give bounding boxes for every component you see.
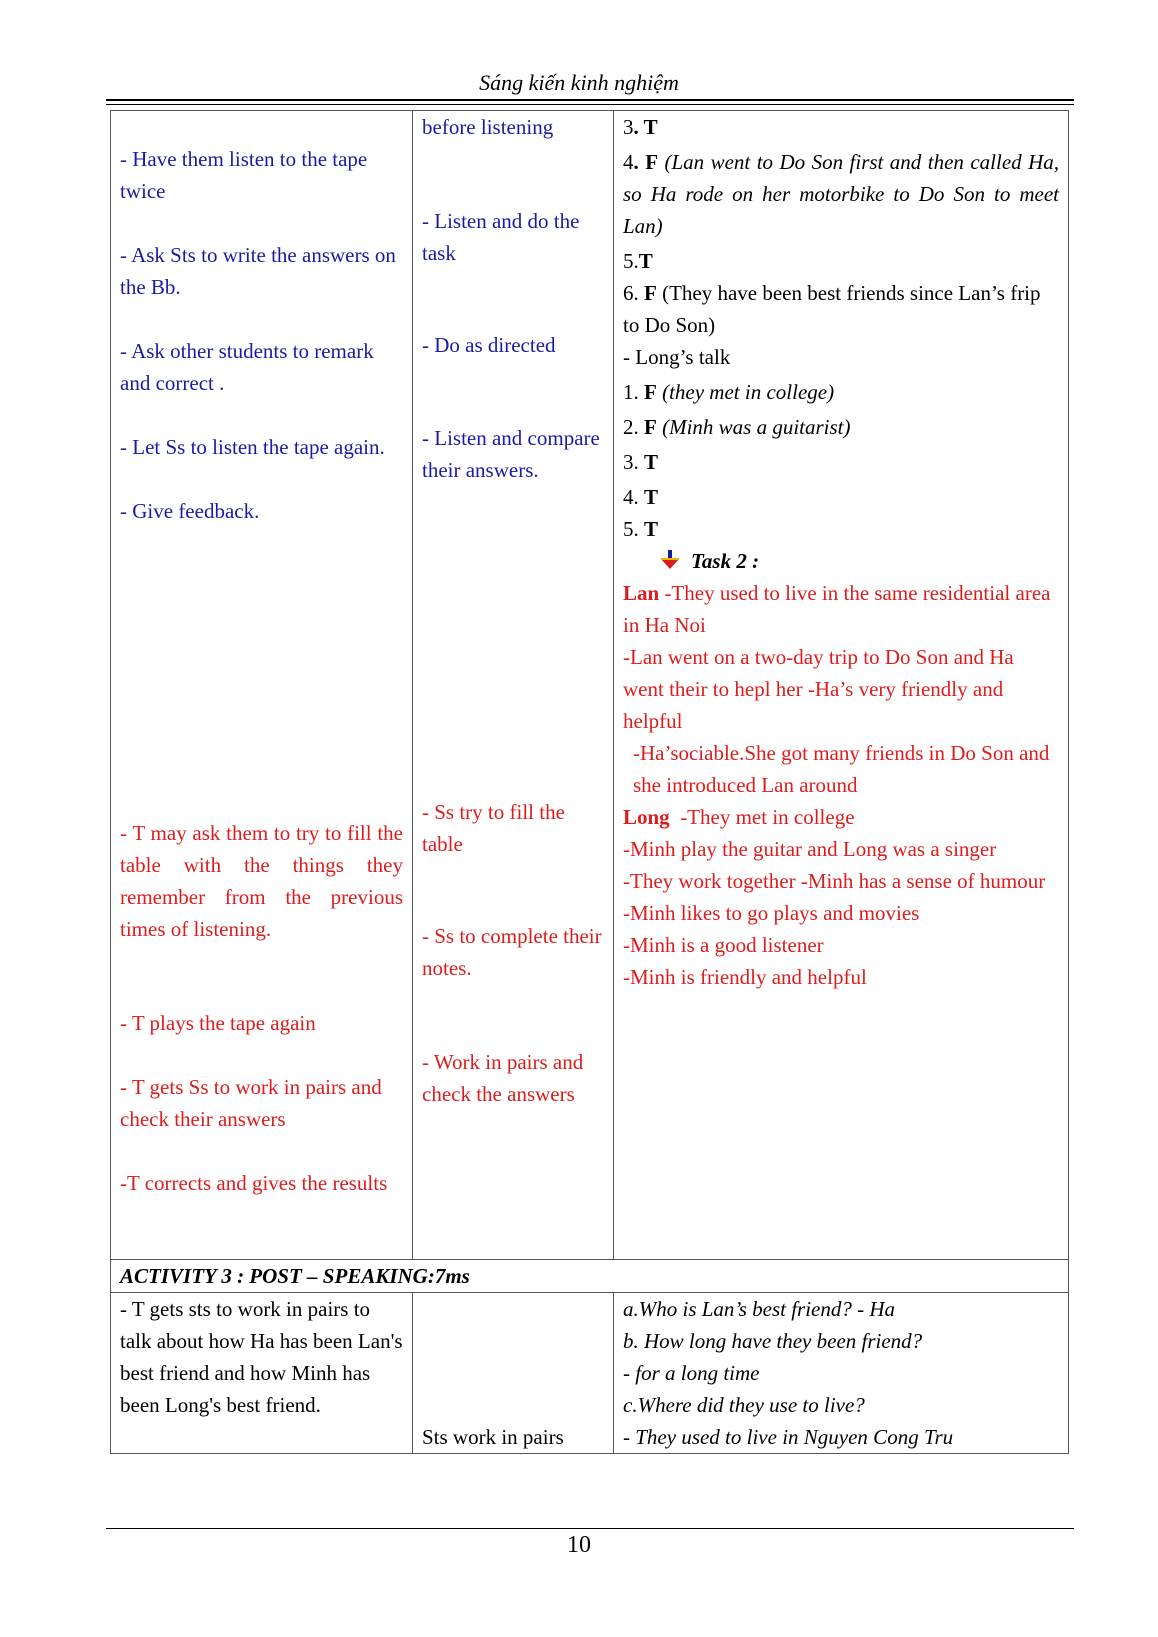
activity-heading: ACTIVITY 3 : POST – SPEAKING:7ms <box>111 1260 1069 1293</box>
task2-heading: Task 2 : <box>623 545 1059 577</box>
answer-item: 6. F (They have been best friends since Lan’s frip to Do Son) <box>623 281 1041 337</box>
table-row <box>111 1293 1069 1454</box>
answer-item: 3. T <box>623 450 659 474</box>
lesson-plan-table <box>110 110 1069 1454</box>
teacher-step: - Give feedback. <box>120 499 260 523</box>
teacher-step: - Ask Sts to write the answers on the Bb. <box>120 243 396 299</box>
page-header-title: Sáng kiến kinh nghiệm <box>479 70 679 95</box>
answer-item: 1. F (they met in college) <box>623 380 835 404</box>
teacher-step: - T gets sts to work in pairs to talk about how Ha has been Lan's best friend and how Minh has been Long's best friend. <box>120 1297 403 1417</box>
answer-item: 4. T <box>623 485 659 509</box>
student-step: - Ss to complete their notes. <box>422 924 602 980</box>
table-row <box>111 1260 1069 1293</box>
student-step: - Listen and compare their answers. <box>422 426 600 482</box>
student-step: - Ss try to fill the table <box>422 800 565 856</box>
task2-long: Long -They met in college <box>623 805 855 829</box>
teacher-activities-cell <box>111 1293 413 1454</box>
teacher-step: - T gets Ss to work in pairs and check their answers <box>120 1075 382 1131</box>
task2-line: -Ha’sociable.She got many friends in Do Son and she introduced Lan around <box>633 741 1050 797</box>
student-step: before listening <box>422 115 554 139</box>
speaking-line: - for a long time <box>623 1361 760 1385</box>
answer-item: 4. F (Lan went to Do Son first and then called Ha, so Ha rode on her motorbike to Do Son to meet Lan) <box>623 150 1060 238</box>
student-step: - Work in pairs and check the answers <box>422 1050 584 1106</box>
pushpin-arrow-icon <box>659 549 681 571</box>
task2-line: -They work together -Minh has a sense of humour <box>623 869 1046 893</box>
footer-rule <box>106 1528 1074 1529</box>
task2-lan: Lan -They used to live in the same residential area in Ha Noi <box>623 581 1051 637</box>
task2-line: -Minh is a good listener <box>623 933 824 957</box>
teacher-step: - T may ask them to try to fill the table with the things they remember from the previous times of listening. <box>120 821 403 941</box>
teacher-step: - Ask other students to remark and correct . <box>120 339 374 395</box>
teacher-step: - Let Ss to listen the tape again. <box>120 435 385 459</box>
section-label: - Long’s talk <box>623 345 731 369</box>
student-activities-cell <box>413 1293 614 1454</box>
answer-item: 5. T <box>623 517 659 541</box>
task2-line: -Minh play the guitar and Long was a singer <box>623 837 997 861</box>
answer-item: 5.T <box>623 249 653 273</box>
task2-line: -Lan went on a two-day trip to Do Son and Ha went their to hepl her -Ha’s very friendly and helpful <box>623 645 1014 733</box>
speaking-line: - They used to live in Nguyen Cong Tru <box>623 1425 954 1449</box>
task2-line: -Minh likes to go plays and movies <box>623 901 920 925</box>
answer-item: 2. F (Minh was a guitarist) <box>623 415 851 439</box>
teacher-step: - Have them listen to the tape twice <box>120 147 368 203</box>
student-activities-cell <box>413 111 614 1260</box>
answer-item: 3. T <box>623 115 658 139</box>
speaking-line: a.Who is Lan’s best friend? - Ha <box>623 1297 896 1321</box>
header-rule-thick <box>106 99 1074 101</box>
page-number: 10 <box>567 1532 591 1558</box>
teacher-step: -T corrects and gives the results <box>120 1171 388 1195</box>
student-step: - Listen and do the task <box>422 209 580 265</box>
teacher-step: - T plays the tape again <box>120 1011 316 1035</box>
speaking-line: b. How long have they been friend? <box>623 1329 923 1353</box>
student-step: Sts work in pairs <box>422 1425 564 1449</box>
content-cell <box>614 111 1069 1260</box>
task2-line: -Minh is friendly and helpful <box>623 965 867 989</box>
student-step: - Do as directed <box>422 333 556 357</box>
header-rule-thin <box>106 104 1074 105</box>
content-cell <box>614 1293 1069 1454</box>
table-row <box>111 111 1069 1260</box>
speaking-line: c.Where did they use to live? <box>623 1393 865 1417</box>
teacher-activities-cell <box>111 111 413 1260</box>
